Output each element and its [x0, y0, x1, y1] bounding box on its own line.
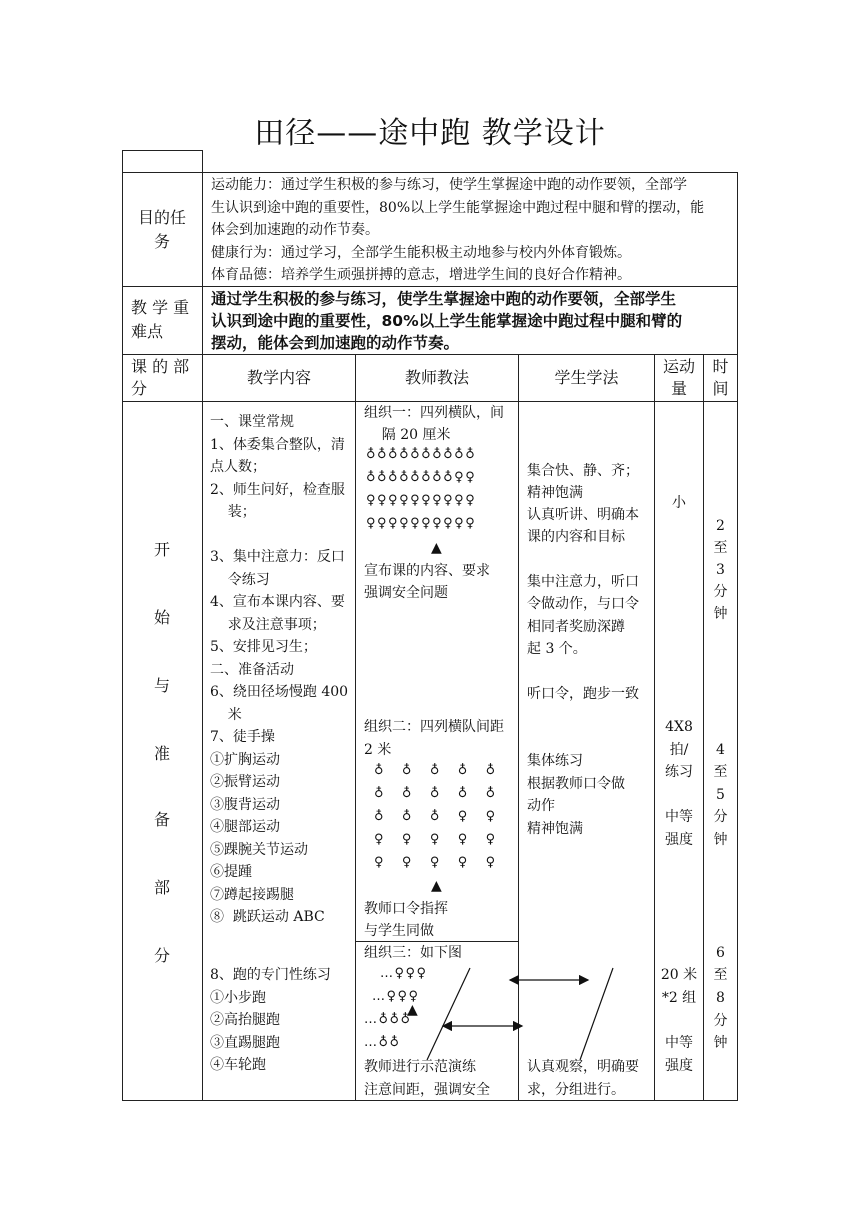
- diagonal-line: [580, 968, 613, 1060]
- teacher-org2: 2 米: [364, 742, 392, 758]
- content-line: 1、体委集合整队，清: [210, 436, 345, 453]
- content-line: 2、师生问好，检查服: [210, 481, 345, 498]
- content-line: 5、安排见习生；: [210, 639, 317, 655]
- objectives-line: 体育品德：培养学生顽强拼搏的意志，增进学生间的良好合作精神。: [211, 267, 631, 283]
- header-student: 学生学法: [554, 368, 619, 387]
- page-title: 田径——途中跑 教学设计: [254, 116, 606, 151]
- content-line: ④腿部运动: [210, 819, 280, 835]
- content-line: 求及注意事项；: [210, 616, 326, 633]
- load-value: 中等: [665, 1035, 693, 1051]
- student-line: 动作: [527, 798, 555, 814]
- student-line: 精神饱满: [527, 821, 583, 837]
- time-value: 钟: [713, 606, 728, 622]
- formation-row: ♁ ♁ ♁ ♁ ♁: [374, 763, 497, 778]
- teacher-command: 教师口令指挥: [364, 901, 448, 917]
- section-char: 备: [153, 810, 170, 829]
- formation-row: ♀♀♀♀♀♀♀♀♀♀: [366, 493, 477, 508]
- load-value: 练习: [665, 764, 693, 780]
- content-line: ③直踢腿跑: [210, 1034, 280, 1051]
- time-value: 分: [713, 584, 728, 600]
- content-line: 二、准备活动: [210, 661, 294, 678]
- formation-row: …♀♀♀: [380, 966, 428, 981]
- section-char: 开: [153, 540, 170, 559]
- formation-row: …♁♁♁: [364, 1012, 412, 1027]
- section-char: 分: [153, 946, 170, 965]
- section-char: 部: [153, 878, 170, 897]
- content-line: ⑧ 跳跃运动 ABC: [210, 909, 325, 925]
- student-line: 求，分组进行。: [527, 1082, 625, 1098]
- student-line: 认真观察，明确要: [527, 1059, 639, 1075]
- student-line: 课的内容和目标: [527, 529, 625, 545]
- content-line: ①扩胸运动: [210, 751, 280, 768]
- content-line: 4、宣布本课内容、要: [210, 594, 345, 610]
- teacher-command: 与学生同做: [364, 923, 434, 939]
- time-value: 2: [716, 518, 725, 534]
- load-value: 中等: [665, 809, 693, 825]
- student-line: 相同者奖励深蹲: [527, 619, 625, 635]
- diagonal-line: [427, 968, 470, 1060]
- time-value: 至: [713, 967, 728, 983]
- time-value: 钟: [713, 832, 728, 848]
- teacher-org2: 组织二：四列横队间距: [364, 719, 504, 735]
- teacher-announce: 强调安全问题: [364, 585, 448, 601]
- header-load-2: 量: [670, 379, 687, 398]
- keypoints-label-1: 教 学 重: [131, 298, 190, 317]
- student-line: 集中注意力，听口: [527, 574, 639, 590]
- content-line: 点人数；: [210, 459, 266, 475]
- time-value: 至: [713, 540, 728, 556]
- content-line: 令练习: [210, 571, 270, 588]
- content-line: ⑥提踵: [210, 864, 252, 880]
- header-time-1: 时: [712, 357, 729, 376]
- time-value: 8: [716, 990, 725, 1006]
- content-line: ⑦蹲起接踢腿: [210, 886, 294, 903]
- load-value: 小: [672, 495, 686, 511]
- formation-row: ♁♁♁♁♁♁♁♁♁♁: [366, 447, 477, 462]
- teacher-announce: 宣布课的内容、要求: [364, 563, 490, 579]
- formation-row: ♁ ♁ ♁ ♁ ♁: [374, 786, 497, 801]
- time-value: 4: [716, 742, 725, 758]
- section-char: 与: [153, 676, 170, 695]
- time-value: 3: [716, 562, 725, 578]
- load-value: 强度: [665, 832, 693, 848]
- student-line: 集体练习: [527, 753, 583, 769]
- content-line: 6、绕田径场慢跑 400: [210, 684, 349, 700]
- objectives-label-1: 目的任: [137, 208, 186, 227]
- teacher-marker-icon: ▲: [431, 540, 442, 556]
- header-section-2: 分: [131, 379, 148, 398]
- load-value: 4X8: [665, 719, 693, 735]
- formation-row: ♀ ♀ ♀ ♀ ♀: [374, 832, 497, 847]
- objectives-line: 生认识到途中跑的重要性，80%以上学生能掌握途中跑过程中腿和臂的摆动，能: [211, 200, 705, 216]
- keypoints-line: 认识到途中跑的重要性，80%以上学生能掌握途中跑过程中腿和臂的: [211, 312, 683, 330]
- teacher-org1: 隔 20 厘米: [364, 427, 451, 443]
- formation-row: ♁♁♁♁♁♁♁♁♀♀: [366, 470, 477, 485]
- formation-row: ♀ ♀ ♀ ♀ ♀: [374, 855, 497, 870]
- content-line: ②高抬腿跑: [210, 1012, 280, 1028]
- keypoints-label-2: 难点: [131, 322, 164, 341]
- header-section-1: 课 的 部: [131, 357, 190, 376]
- load-value: 20 米: [660, 967, 698, 983]
- formation-row: ♀♀♀♀♀♀♀♀♀♀: [366, 516, 477, 531]
- keypoints-line: 摆动，能体会到加速跑的动作节奏。: [211, 334, 460, 352]
- content-line: 8、跑的专门性练习: [210, 967, 331, 983]
- teacher-org3: 组织三：如下图: [364, 945, 462, 961]
- load-value: 强度: [665, 1058, 693, 1074]
- content-line: 装；: [210, 504, 256, 520]
- student-line: 认真听讲、明确本: [527, 507, 639, 523]
- time-value: 分: [713, 809, 728, 825]
- content-line: 3、集中注意力：反口: [210, 549, 345, 565]
- load-value: 拍/: [669, 742, 689, 758]
- header-teacher: 教师教法: [404, 368, 469, 387]
- objectives-line: 健康行为：通过学习，全部学生能积极主动地参与校内外体育锻炼。: [211, 245, 631, 261]
- formation-row: ♁ ♁ ♁ ♀ ♀: [374, 809, 497, 824]
- student-line: 集合快、静、齐；: [527, 463, 639, 479]
- formation-row: …♀♀♀: [372, 989, 420, 1004]
- objectives-line: 运动能力：通过学生积极的参与练习，使学生掌握途中跑的动作要领，全部学: [211, 177, 687, 193]
- section-char: 始: [153, 608, 170, 627]
- teacher-org1: 组织一：四列横队，间: [364, 405, 504, 421]
- time-value: 至: [713, 764, 728, 780]
- load-value: *2 组: [661, 990, 697, 1006]
- content-line: ①小步跑: [210, 989, 266, 1006]
- content-line: ③腹背运动: [210, 796, 280, 813]
- content-line: 7、徒手操: [210, 729, 275, 745]
- teacher-demo: 教师进行示范演练: [364, 1059, 476, 1075]
- content-line: ④车轮跑: [210, 1057, 266, 1073]
- header-load-1: 运动: [662, 357, 695, 376]
- header-content: 教学内容: [246, 368, 311, 387]
- student-line: 令做动作，与口令: [527, 596, 639, 612]
- objectives-line: 体会到加速跑的动作节奏。: [211, 222, 379, 238]
- formation-row: …♁♁: [364, 1035, 401, 1050]
- section-char: 准: [153, 744, 170, 763]
- objectives-label-2: 务: [153, 232, 170, 251]
- time-value: 钟: [713, 1035, 728, 1051]
- time-value: 分: [713, 1013, 728, 1029]
- student-line: 根据教师口令做: [527, 776, 625, 792]
- time-value: 6: [716, 945, 725, 961]
- teacher-marker-icon: ▲: [407, 1002, 418, 1018]
- header-time-2: 间: [712, 379, 729, 398]
- student-line: 精神饱满: [527, 485, 583, 501]
- keypoints-line: 通过学生积极的参与练习，使学生掌握途中跑的动作要领，全部学生: [211, 290, 677, 308]
- time-value: 5: [716, 787, 725, 803]
- content-line: ②振臂运动: [210, 774, 280, 790]
- teacher-demo: 注意间距，强调安全: [364, 1082, 490, 1098]
- content-line: 米: [210, 706, 242, 723]
- student-line: 听口令，跑步一致: [527, 686, 639, 702]
- teacher-marker-icon: ▲: [431, 878, 442, 894]
- content-line: 一、课堂常规: [210, 414, 294, 430]
- student-line: 起 3 个。: [527, 641, 587, 657]
- content-line: ⑤踝腕关节运动: [210, 841, 308, 858]
